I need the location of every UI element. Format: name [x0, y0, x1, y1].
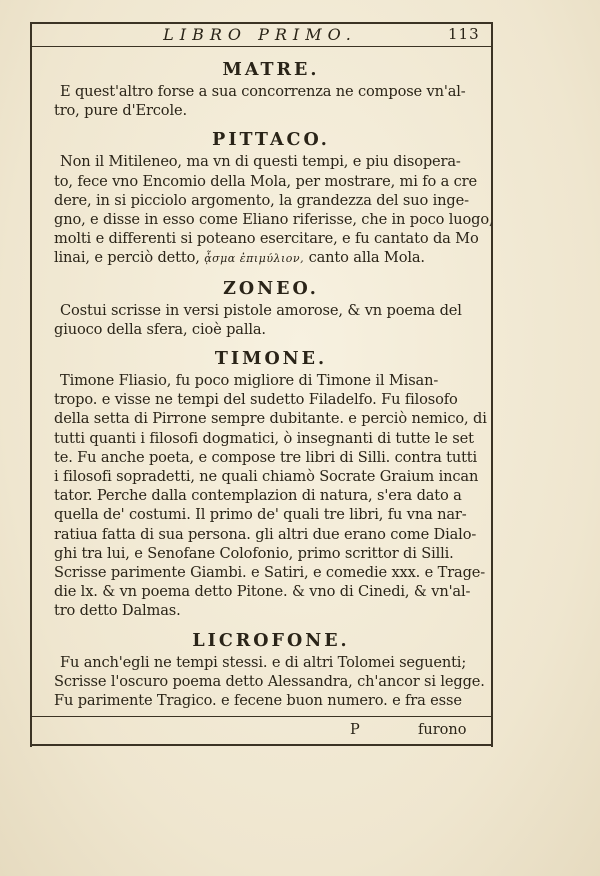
section-text-pittaco — [54, 152, 494, 268]
section-text-licrofone — [54, 653, 488, 711]
greek-phrase: ᾆσμα ἐπιμύλιον, — [204, 252, 305, 266]
text-line: die lx. & vn poema detto Pitone. & vno di Cinedi, & vn'al- — [54, 583, 471, 601]
text-line: tro detto Dalmas. — [54, 602, 181, 620]
text-fragment: linai, e perciò detto, — [54, 249, 200, 267]
text-line: ghi tra lui, e Senofane Colofonio, primo scrittor di Silli. — [54, 544, 454, 562]
text-line: tator. Perche dalla contemplazion di natura, s'era dato a — [54, 487, 462, 505]
text-fragment: canto alla Mola. — [308, 249, 425, 267]
section-heading-timone: TIMONE. — [214, 349, 328, 370]
header-rule — [30, 46, 493, 47]
footer-rule-lower — [30, 744, 493, 746]
text-line: della setta di Pirrone sempre dubitante. e perciò nemico, di — [54, 410, 487, 428]
text-line: ratiua fatta di sua persona. gli altri due erano come Dialo- — [54, 525, 477, 543]
page-body — [54, 58, 494, 710]
text-line: Scrisse parimente Giambi. e Satiri, e comedie xxx. e Trage- — [54, 564, 486, 582]
text-line: molti e differenti si poteano esercitare, e fu cantato da Mo — [54, 230, 479, 248]
text-line: Fu parimente Tragico. e fecene buon numero. e fra esse — [54, 692, 462, 710]
text-line-with-greek — [54, 248, 488, 268]
footer-rule — [30, 716, 493, 717]
signature-mark: P — [350, 722, 360, 738]
text-line: tutti quanti i filosofi dogmatici, ò insegnanti di tutte le set — [54, 429, 474, 447]
text-line: E quest'altro forse a sua concorrenza ne compose vn'al- — [60, 83, 466, 100]
text-line: gno, e disse in esso come Eliano riferisse, che in poco luogo, — [54, 211, 494, 229]
text-line: tropo. e visse ne tempi del sudetto Filadelfo. Fu filosofo — [54, 391, 458, 409]
running-title: LIBRO PRIMO. — [163, 25, 357, 44]
section-heading-pittaco: PITTACO. — [212, 130, 330, 151]
text-line: giuoco della sfera, cioè palla. — [54, 320, 266, 338]
section-heading-matre: MATRE. — [222, 60, 320, 80]
section-heading-zoneo: ZONEO. — [223, 278, 319, 299]
text-line: Fu anch'egli ne tempi stessi. e di altri Tolomei seguenti; — [60, 653, 467, 671]
text-line: i filosofi sopradetti, ne quali chiamò Socrate Graium incan — [54, 468, 479, 486]
text-line: quella de' costumi. Il primo de' quali tre libri, fu vna nar- — [54, 506, 467, 524]
text-line: dere, in si picciolo argomento, la grandezza del suo inge- — [54, 191, 469, 209]
catchword: furono — [418, 722, 467, 738]
text-line: te. Fu anche poeta, e compose tre libri di Silli. contra tutti — [54, 448, 478, 466]
text-line: Timone Fliasio, fu poco migliore di Timone il Misan- — [60, 372, 439, 390]
text-line: to, fece vno Encomio della Mola, per mostrare, mi fo a cre — [54, 172, 477, 190]
section-text-zoneo — [54, 301, 488, 339]
page-number: 113 — [448, 25, 480, 43]
text-line: Costui scrisse in versi pistole amorose, & vn poema del — [60, 301, 462, 319]
section-text-matre — [54, 82, 488, 120]
section-text-timone — [54, 371, 488, 621]
text-line: Scrisse l'oscuro poema detto Alessandra, ch'ancor si legge. — [54, 672, 485, 690]
text-line: Non il Mitileneo, ma vn di questi tempi, e piu disopera- — [60, 153, 461, 171]
section-heading-licrofone: LICROFONE. — [192, 630, 350, 651]
text-line: tro, pure d'Ercole. — [54, 102, 187, 120]
